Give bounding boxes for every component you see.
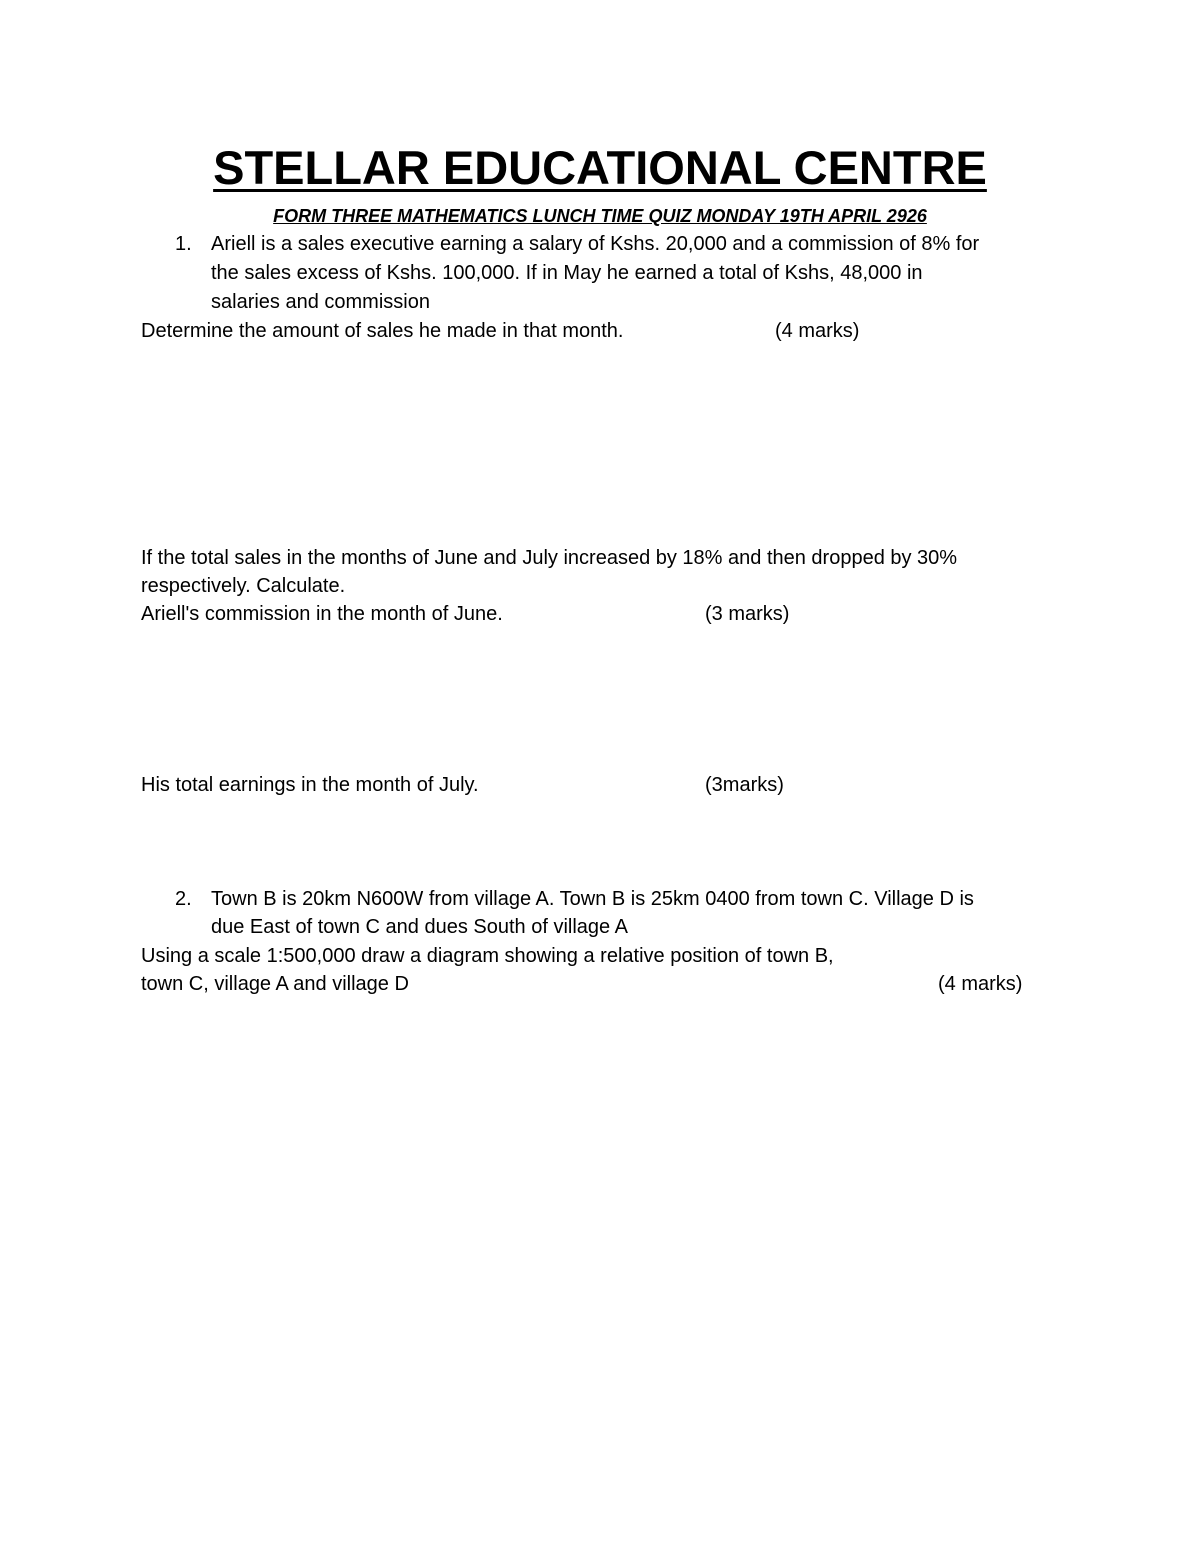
question-1-part-c-text: His total earnings in the month of July.: [141, 774, 479, 796]
question-1-part-b-text: Ariell's commission in the month of June.: [141, 603, 503, 625]
question-2-instruction-line-2: town C, village A and village D: [141, 973, 409, 995]
quiz-subtitle: FORM THREE MATHEMATICS LUNCH TIME QUIZ MONDAY 19TH APRIL 2926: [273, 206, 927, 226]
question-1-part-b-marks: (3 marks): [705, 603, 790, 625]
question-2-line-2: due East of town C and dues South of village A: [211, 916, 628, 938]
question-2-instruction-line-1: Using a scale 1:500,000 draw a diagram showing a relative position of town B,: [141, 945, 834, 967]
question-2-number: 2.: [175, 888, 192, 910]
question-1-context-line-1: If the total sales in the months of June and July increased by 18% and then dropped by 30%: [141, 547, 958, 569]
question-1-part-c-marks: (3marks): [705, 774, 784, 796]
question-2-line-1: Town B is 20km N600W from village A. Town B is 25km 0400 from town C. Village D is: [211, 888, 974, 910]
question-2-marks: (4 marks): [938, 973, 1023, 995]
question-1-part-a-text: Determine the amount of sales he made in that month.: [141, 320, 624, 342]
question-1-context-line-2: respectively. Calculate.: [141, 575, 346, 597]
school-title: STELLAR EDUCATIONAL CENTRE: [213, 141, 987, 194]
question-1-number: 1.: [175, 233, 192, 255]
question-1-line-1: Ariell is a sales executive earning a salary of Kshs. 20,000 and a commission of 8% for: [211, 233, 980, 255]
question-1-line-2: the sales excess of Kshs. 100,000. If in May he earned a total of Kshs, 48,000 in: [211, 262, 923, 284]
question-1-part-a-marks: (4 marks): [775, 320, 860, 342]
question-1-line-3: salaries and commission: [211, 291, 430, 313]
